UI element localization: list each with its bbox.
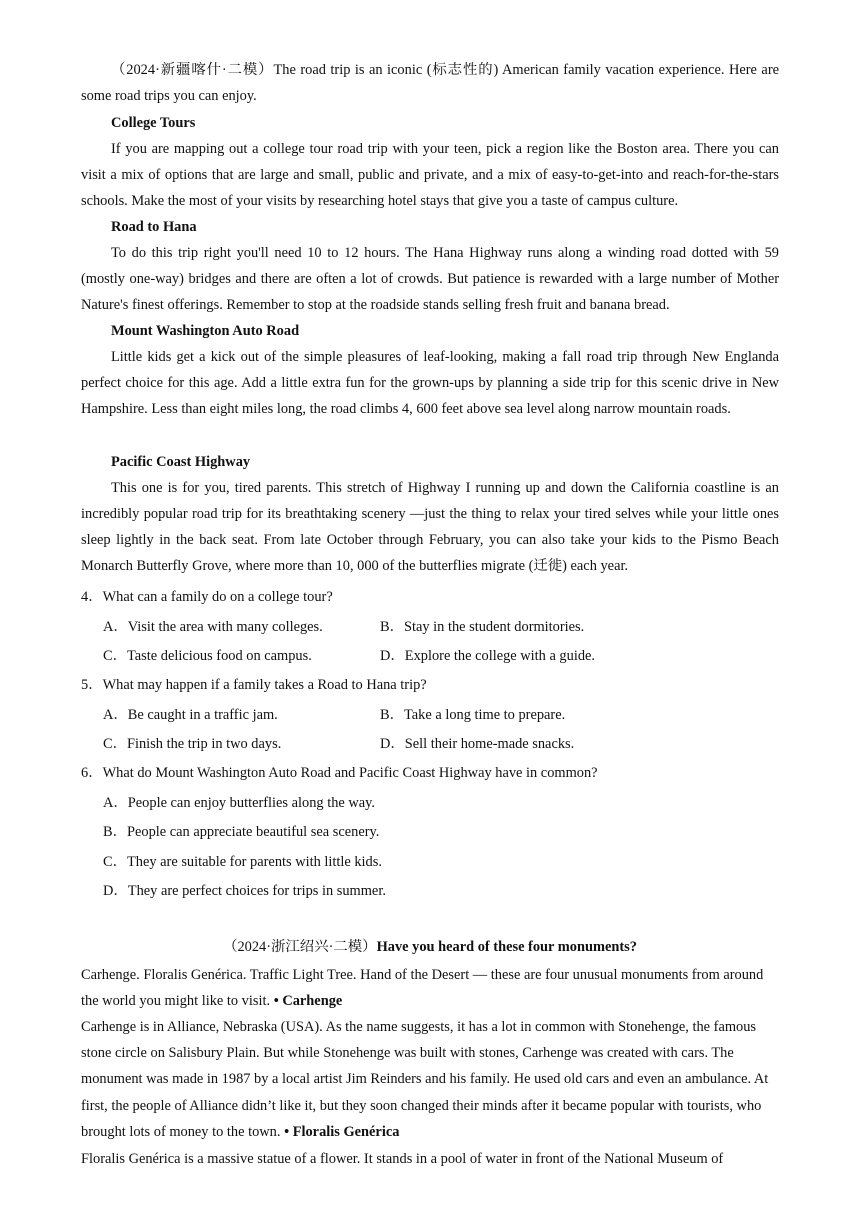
- section-heading-mount-washington: Mount Washington Auto Road: [111, 323, 300, 339]
- question-5-option-a[interactable]: A．Be caught in a traffic jam.: [103, 707, 278, 723]
- question-4-option-c[interactable]: C．Taste delicious food on campus.: [103, 648, 312, 664]
- subheading-carhenge: • Carhenge: [273, 993, 343, 1010]
- passage2-title-line: [0, 937, 860, 957]
- question-4-option-a[interactable]: A．Visit the area with many colleges.: [103, 619, 323, 635]
- section-heading-pacific-coast: Pacific Coast Highway: [111, 454, 251, 470]
- section-text-road-to-hana: To do this trip right you'll need 10 to 12 hours. The Hana Highway runs along a winding road dotted with 59 (mostly one-way) bridges and there are often a lot of crowds. But patience is rewarded with a large number of Mother Nature's finest offerings. Remember to stop at the roadside stands selling fresh fruit and banana bread.: [81, 245, 779, 313]
- passage2-source: （2024·浙江绍兴·二模）: [223, 939, 377, 955]
- question-6-option-a[interactable]: A．People can enjoy butterflies along the way.: [103, 795, 376, 811]
- question-5-option-d[interactable]: D．Sell their home-made snacks.: [380, 736, 575, 752]
- question-4-stem: 4．What can a family do on a college tour?: [81, 589, 333, 605]
- passage2-floralis-block: [81, 1146, 781, 1172]
- section-text-pacific-coast: This one is for you, tired parents. This stretch of Highway I running up and down the California coastline is an incredibly popular road trip for its breathtaking scenery —just the thing to relax your tired selves while your little ones sleep lightly in the back seat. From late October through February, you can also take your kids to the Pismo Beach Monarch Butterfly Grove, where more than 10, 000 of the butterflies migrate (迁徙) each year.: [81, 480, 779, 574]
- question-5-option-b[interactable]: B．Take a long time to prepare.: [380, 707, 566, 723]
- passage1-intro: （2024·新疆喀什·二模）The road trip is an iconic (标志性的) American family vacation experience. Here are some road trips you can enjoy.: [81, 62, 779, 104]
- section-heading-college-tours: College Tours: [111, 115, 196, 131]
- question-6-option-c[interactable]: C．They are suitable for parents with little kids.: [103, 854, 382, 870]
- question-6-option-d[interactable]: D．They are perfect choices for trips in summer.: [103, 883, 386, 899]
- section-text-mount-washington: Little kids get a kick out of the simple pleasures of leaf-looking, making a fall road trip through New Englanda perfect choice for this age. Add a little extra fun for the grown-ups by planning a side trip for this scenic drive in New Hampshire. Less than eight miles long, the road climbs 4, 600 feet above sea level along narrow mountain roads.: [81, 349, 779, 417]
- subheading-floralis-generica: • Floralis Genérica: [284, 1123, 400, 1140]
- question-5-stem: 5．What may happen if a family takes a Road to Hana trip?: [81, 677, 427, 693]
- question-6-stem: 6．What do Mount Washington Auto Road and Pacific Coast Highway have in common?: [81, 765, 598, 781]
- passage2-paragraph-2: Carhenge is in Alliance, Nebraska (USA). As the name suggests, it has a lot in common with Stonehenge, the famous stone circle on Salisbury Plain. But while Stonehenge was built with stones, Carhenge was created with cars. The monument was made in 1987 by a local artist Jim Reinders and his family. He used old cars and even an ambulance. At first, the people of Alliance didn’t like it, but they soon changed their minds after it became popular with tourists, who brought lots of money to the town.: [81, 1019, 769, 1140]
- passage2-paragraph-1: Carhenge. Floralis Genérica. Traffic Light Tree. Hand of the Desert — these are four unusual monuments from around the world you might like to visit.: [81, 967, 764, 1010]
- question-5-option-c[interactable]: C．Finish the trip in two days.: [103, 736, 282, 752]
- section-text-college-tours: If you are mapping out a college tour road trip with your teen, pick a region like the Boston area. There you can visit a mix of options that are large and small, public and private, and a mix of easy-to-get-into and reach-for-the-stars schools. Make the most of your visits by researching hotel stays that give you a taste of campus culture.: [81, 141, 779, 209]
- passage2-title: Have you heard of these four monuments?: [376, 939, 637, 955]
- passage2-body: [81, 962, 781, 1014]
- question-6-option-b[interactable]: B．People can appreciate beautiful sea scenery.: [103, 824, 380, 840]
- passage2-paragraph-3: Floralis Genérica is a massive statue of a flower. It stands in a pool of water in front of the National Museum of: [81, 1151, 724, 1167]
- section-heading-road-to-hana: Road to Hana: [111, 219, 197, 235]
- question-4-option-b[interactable]: B．Stay in the student dormitories.: [380, 619, 585, 635]
- question-4-option-d[interactable]: D．Explore the college with a guide.: [380, 648, 595, 664]
- passage2-carhenge-block: [81, 1014, 781, 1145]
